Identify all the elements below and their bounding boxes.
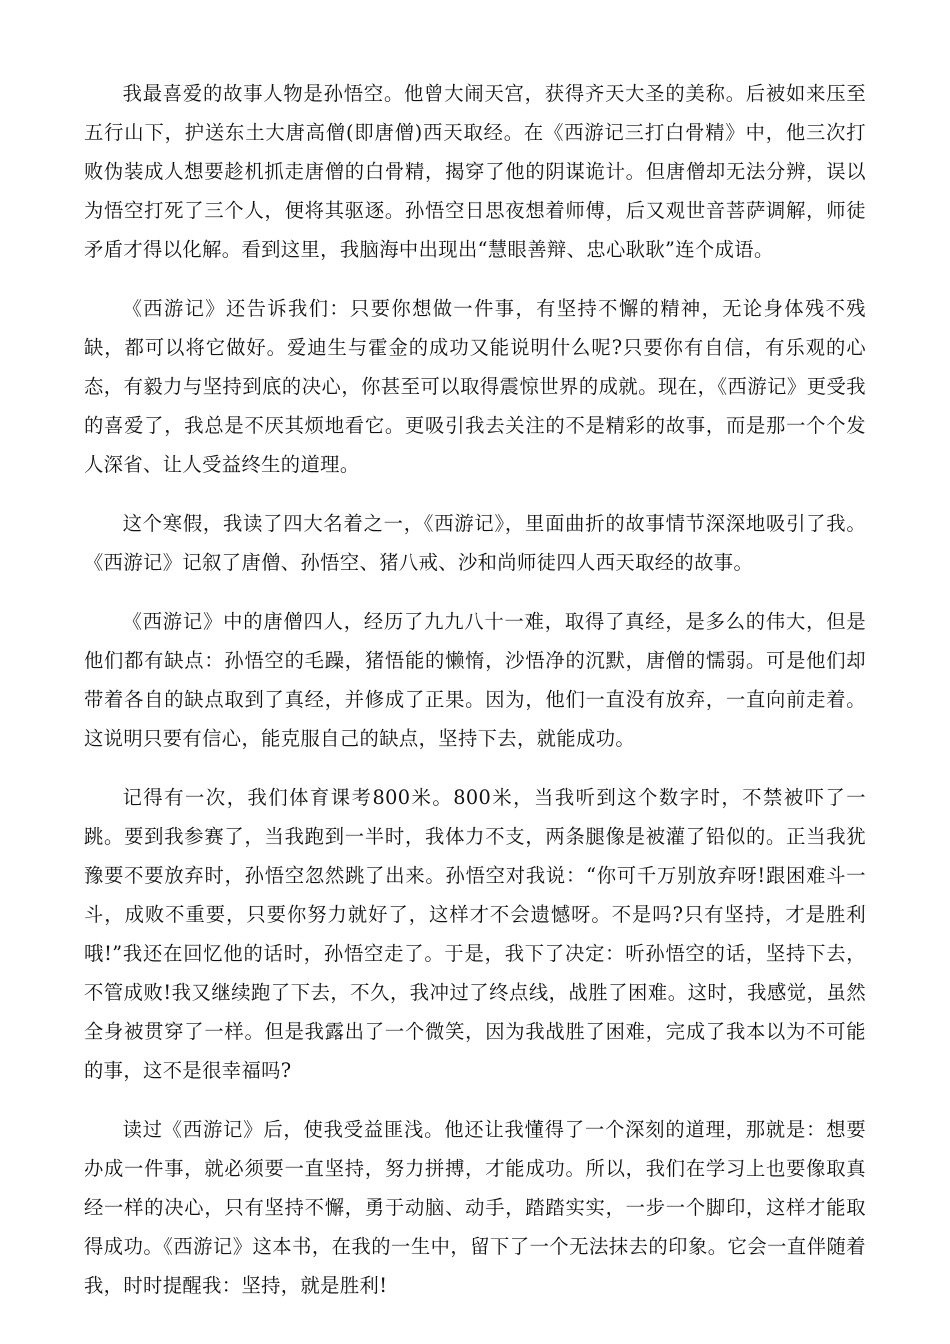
paragraph-perseverance-lesson: 《西游记》还告诉我们：只要你想做一件事，有坚持不懈的精神，无论身体残不残缺，都可以将它做好。爱迪生与霍金的成功又能说明什么呢?只要你有自信，有乐观的心态，有毅力与坚持到底的决心，你甚至可以取得震惊世界的成就。现在，《西游记》更受我的喜爱了，我总是不厌其烦地看它。更吸引我去关注的不是精彩的故事，而是那一个个发人深省、让人受益终生的道理。 — [84, 297, 866, 476]
paragraph-conclusion: 读过《西游记》后，使我受益匪浅。他还让我懂得了一个深刻的道理，那就是：想要办成一件事，就必须要一直坚持，努力拼搏，才能成功。所以，我们在学习上也要像取真经一样的决心，只有坚持不懈，勇于动脑、动手，踏踏实实，一步一个脚印，这样才能取得成功。《西游记》这本书，在我的一生中，留下了一个无法抹去的印象。它会一直伴随着我，时时提醒我：坚持，就是胜利! — [84, 1118, 866, 1297]
document-body — [84, 74, 866, 1325]
paragraph-800m-race: 记得有一次，我们体育课考800米。800米，当我听到这个数字时，不禁被吓了一跳。要到我参赛了，当我跑到一半时，我体力不支，两条腿像是被灌了铅似的。正当我犹豫要不要放弃时，孙悟空忽然跳了出来。孙悟空对我说：“你可千万别放弃呀!跟困难斗一斗，成败不重要，只要你努力就好了，这样才不会遗憾呀。不是吗?只有坚持，才是胜利哦!”我还在回忆他的话时，孙悟空走了。于是，我下了决定：听孙悟空的话，坚持下去，不管成败!我又继续跑了下去，不久，我冲过了终点线，战胜了困难。这时，我感觉，虽然全身被贯穿了一样。但是我露出了一个微笑，因为我战胜了困难，完成了我本以为不可能的事，这不是很幸福吗? — [84, 786, 866, 1082]
paragraph-winter-reading: 这个寒假，我读了四大名着之一，《西游记》，里面曲折的故事情节深深地吸引了我。《西游记》记叙了唐僧、孙悟空、猪八戒、沙和尚师徒四人西天取经的故事。 — [84, 512, 866, 574]
paragraph-four-pilgrims: 《西游记》中的唐僧四人，经历了九九八十一难，取得了真经，是多么的伟大，但是他们都有缺点：孙悟空的毛躁，猪悟能的懒惰，沙悟净的沉默，唐僧的懦弱。可是他们却带着各自的缺点取到了真经，并修成了正果。因为，他们一直没有放弃，一直向前走着。这说明只要有信心，能克服自己的缺点，坚持下去，就能成功。 — [84, 610, 866, 750]
paragraph-favorite-character: 我最喜爱的故事人物是孙悟空。他曾大闹天宫，获得齐天大圣的美称。后被如来压至五行山下，护送东土大唐高僧(即唐僧)西天取经。在《西游记三打白骨精》中，他三次打败伪装成人想要趁机抓走唐僧的白骨精，揭穿了他的阴谋诡计。但唐僧却无法分辨，误以为悟空打死了三个人，便将其驱逐。孙悟空日思夜想着师傅，后又观世音菩萨调解，师徒矛盾才得以化解。看到这里，我脑海中出现出“慧眼善辩、忠心耿耿”连个成语。 — [84, 82, 866, 261]
